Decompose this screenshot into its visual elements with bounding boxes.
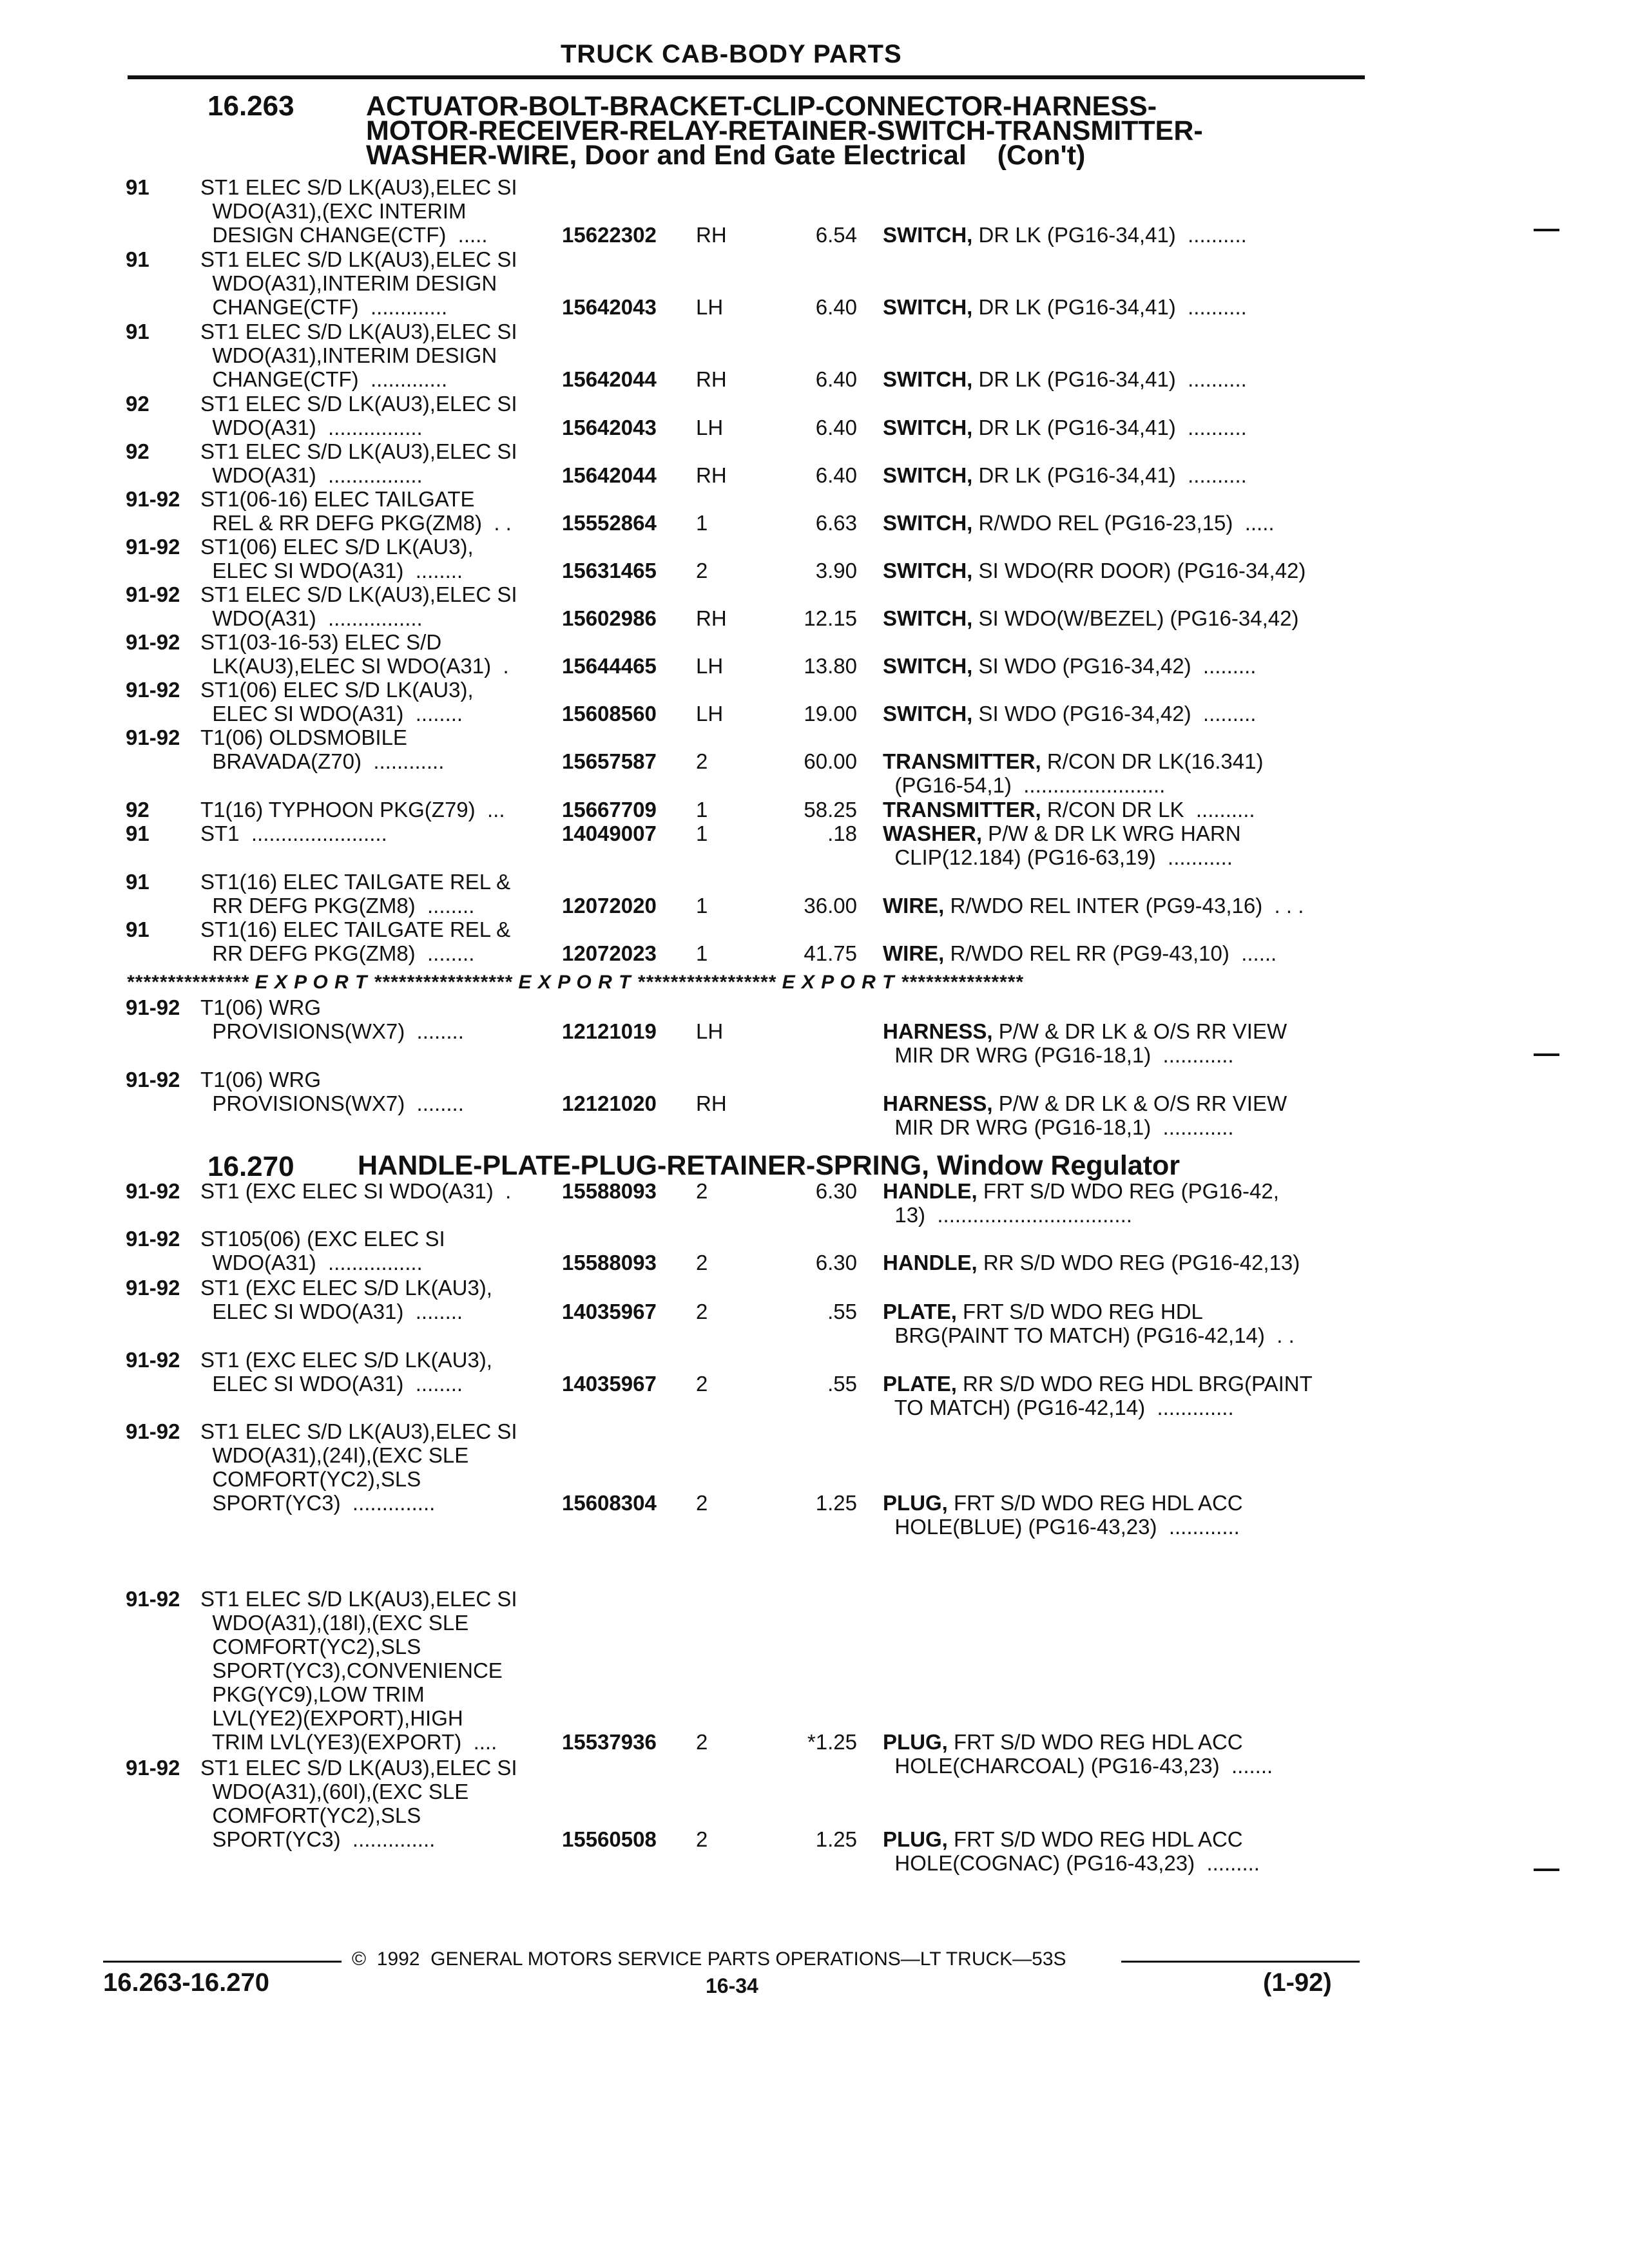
- usage-description: PKG(YC9),LOW TRIM: [200, 1682, 425, 1706]
- part-detail: HOLE(CHARCOAL) (PG16-43,23) .......: [883, 1754, 1273, 1778]
- price: 13.80: [804, 654, 857, 678]
- usage-description: DESIGN CHANGE(CTF) .....: [200, 223, 488, 247]
- quantity: 1: [696, 798, 708, 822]
- part-number: 15642043: [562, 295, 657, 319]
- part-detail: MIR DR WRG (PG16-18,1) ............: [883, 1043, 1234, 1067]
- quantity: 2: [696, 1179, 708, 1203]
- model-year: 91: [126, 870, 149, 894]
- quantity: 1: [696, 894, 708, 918]
- usage-description: WDO(A31),(EXC INTERIM: [200, 199, 467, 223]
- part-name: [883, 416, 1247, 439]
- part-number: 12072020: [562, 894, 657, 918]
- part-noun: SWITCH,: [883, 606, 973, 630]
- part-detail: 13) .................................: [883, 1203, 1132, 1227]
- model-year: 91-92: [126, 487, 180, 511]
- price: 1.25: [815, 1491, 857, 1515]
- part-name: [883, 1300, 1203, 1323]
- part-noun: SWITCH,: [883, 416, 973, 439]
- quantity: RH: [696, 463, 727, 487]
- part-noun: TRANSMITTER,: [883, 798, 1041, 822]
- model-year: 91-92: [126, 726, 180, 749]
- margin-mark: [1534, 1053, 1559, 1056]
- price: 1.25: [815, 1827, 857, 1851]
- footer-rule-right: [1121, 1961, 1360, 1963]
- part-number: 15602986: [562, 606, 657, 630]
- price: 3.90: [815, 559, 857, 582]
- usage-description: ST1(16) ELEC TAILGATE REL &: [200, 870, 511, 894]
- usage-description: SPORT(YC3) ..............: [200, 1827, 436, 1851]
- usage-description: ST1 ELEC S/D LK(AU3),ELEC SI: [200, 439, 517, 463]
- part-name: [883, 1372, 1313, 1396]
- footer-rule-left: [103, 1961, 342, 1963]
- model-year: 91-92: [126, 1756, 180, 1780]
- quantity: RH: [696, 367, 727, 391]
- part-detail: DR LK (PG16-34,41) ..........: [972, 223, 1247, 247]
- section-title-line: HANDLE-PLATE-PLUG-RETAINER-SPRING, Window Regulator: [358, 1150, 1181, 1181]
- part-detail: (PG16-54,1) ........................: [883, 773, 1166, 797]
- part-detail: P/W & DR LK & O/S RR VIEW: [992, 1019, 1287, 1043]
- part-detail: RR S/D WDO REG HDL BRG(PAINT: [956, 1372, 1313, 1396]
- section-number: 16.270: [207, 1151, 294, 1182]
- part-name: [883, 367, 1247, 391]
- usage-description: ST1(06-16) ELEC TAILGATE: [200, 487, 475, 511]
- usage-description: RR DEFG PKG(ZM8) ........: [200, 894, 475, 918]
- margin-mark: [1534, 229, 1559, 231]
- part-detail: DR LK (PG16-34,41) ..........: [972, 463, 1247, 487]
- price: .18: [827, 822, 857, 845]
- usage-description: ST1 (EXC ELEC S/D LK(AU3),: [200, 1276, 492, 1300]
- part-name: [883, 511, 1275, 535]
- part-name: [883, 223, 1247, 247]
- usage-description: LVL(YE2)(EXPORT),HIGH: [200, 1706, 463, 1730]
- part-noun: SWITCH,: [883, 223, 973, 247]
- model-year: 91: [126, 918, 149, 941]
- price: 6.54: [815, 223, 857, 247]
- part-detail: CLIP(12.184) (PG16-63,19) ...........: [883, 845, 1233, 869]
- part-number: 15642043: [562, 416, 657, 439]
- part-number: 15622302: [562, 223, 657, 247]
- part-detail: FRT S/D WDO REG HDL ACC: [947, 1827, 1243, 1851]
- usage-description: WDO(A31),INTERIM DESIGN: [200, 343, 497, 367]
- usage-description: ST105(06) (EXC ELEC SI: [200, 1227, 445, 1251]
- model-year: 91-92: [126, 630, 180, 654]
- part-noun: HANDLE,: [883, 1251, 978, 1274]
- part-detail: RR S/D WDO REG (PG16-42,13): [977, 1251, 1300, 1274]
- usage-description: ELEC SI WDO(A31) ........: [200, 1372, 463, 1396]
- part-name: [883, 1179, 1279, 1203]
- price: 12.15: [804, 606, 857, 630]
- usage-description: RR DEFG PKG(ZM8) ........: [200, 941, 475, 965]
- part-detail: P/W & DR LK & O/S RR VIEW: [992, 1091, 1287, 1115]
- usage-description: SPORT(YC3),CONVENIENCE: [200, 1658, 503, 1682]
- usage-description: COMFORT(YC2),SLS: [200, 1467, 421, 1491]
- model-year: 91-92: [126, 1419, 180, 1443]
- part-number: 15588093: [562, 1179, 657, 1203]
- part-noun: HARNESS,: [883, 1019, 993, 1043]
- part-number: 12072023: [562, 941, 657, 965]
- part-number: 14049007: [562, 822, 657, 845]
- part-number: 15657587: [562, 749, 657, 773]
- model-year: 92: [126, 798, 149, 822]
- usage-description: COMFORT(YC2),SLS: [200, 1803, 421, 1827]
- part-noun: PLATE,: [883, 1372, 957, 1396]
- price: 19.00: [804, 702, 857, 726]
- quantity: LH: [696, 295, 724, 319]
- page-header: TRUCK CAB-BODY PARTS: [561, 40, 902, 68]
- part-number: 15537936: [562, 1730, 657, 1754]
- quantity: 2: [696, 1730, 708, 1754]
- quantity: LH: [696, 1019, 724, 1043]
- part-detail: SI WDO(RR DOOR) (PG16-34,42): [972, 559, 1306, 582]
- part-detail: FRT S/D WDO REG HDL ACC: [947, 1730, 1243, 1754]
- price: 6.30: [815, 1251, 857, 1274]
- part-detail: BRG(PAINT TO MATCH) (PG16-42,14) . .: [883, 1323, 1295, 1347]
- footer-date: (1-92): [1263, 1968, 1332, 1997]
- part-detail: FRT S/D WDO REG HDL ACC: [947, 1491, 1243, 1515]
- price: 60.00: [804, 749, 857, 773]
- usage-description: TRIM LVL(YE3)(EXPORT) ....: [200, 1730, 497, 1754]
- part-number: 15644465: [562, 654, 657, 678]
- part-detail: HOLE(COGNAC) (PG16-43,23) .........: [883, 1851, 1260, 1875]
- usage-description: WDO(A31) ................: [200, 1251, 423, 1274]
- model-year: 91-92: [126, 1227, 180, 1251]
- usage-description: ST1 ELEC S/D LK(AU3),ELEC SI: [200, 1587, 517, 1611]
- usage-description: SPORT(YC3) ..............: [200, 1491, 436, 1515]
- model-year: 91-92: [126, 1348, 180, 1372]
- quantity: 2: [696, 559, 708, 582]
- part-noun: PLUG,: [883, 1491, 948, 1515]
- part-detail: TO MATCH) (PG16-42,14) .............: [883, 1396, 1234, 1419]
- part-number: 12121020: [562, 1091, 657, 1115]
- model-year: 91-92: [126, 1587, 180, 1611]
- usage-description: ELEC SI WDO(A31) ........: [200, 702, 463, 726]
- part-noun: SWITCH,: [883, 559, 973, 582]
- part-name: [883, 941, 1277, 965]
- part-name: [883, 559, 1306, 582]
- part-name: [883, 1091, 1287, 1115]
- part-name: [883, 295, 1247, 319]
- part-detail: R/CON DR LK ..........: [1041, 798, 1255, 822]
- usage-description: CHANGE(CTF) .............: [200, 295, 448, 319]
- usage-description: ST1 (EXC ELEC SI WDO(A31) .: [200, 1179, 512, 1203]
- page-number: 16-34: [706, 1974, 758, 1997]
- part-noun: PLATE,: [883, 1300, 957, 1323]
- quantity: LH: [696, 702, 724, 726]
- usage-description: ST1 ELEC S/D LK(AU3),ELEC SI: [200, 247, 517, 271]
- part-noun: SWITCH,: [883, 367, 973, 391]
- part-noun: SWITCH,: [883, 654, 973, 678]
- usage-description: WDO(A31) ................: [200, 606, 423, 630]
- quantity: 1: [696, 941, 708, 965]
- usage-description: ST1 ELEC S/D LK(AU3),ELEC SI: [200, 175, 517, 199]
- price: .55: [827, 1372, 857, 1396]
- margin-mark: [1534, 1869, 1559, 1871]
- quantity: 2: [696, 1251, 708, 1274]
- quantity: 2: [696, 1491, 708, 1515]
- price: 36.00: [804, 894, 857, 918]
- price: 58.25: [804, 798, 857, 822]
- usage-description: ST1(03-16-53) ELEC S/D: [200, 630, 442, 654]
- part-noun: SWITCH,: [883, 295, 973, 319]
- part-detail: P/W & DR LK WRG HARN: [982, 822, 1241, 845]
- part-number: 15560508: [562, 1827, 657, 1851]
- part-detail: DR LK (PG16-34,41) ..........: [972, 367, 1247, 391]
- price: 6.40: [815, 416, 857, 439]
- usage-description: WDO(A31),INTERIM DESIGN: [200, 271, 497, 295]
- part-number: 14035967: [562, 1300, 657, 1323]
- model-year: 91-92: [126, 535, 180, 559]
- part-detail: FRT S/D WDO REG (PG16-42,: [977, 1179, 1279, 1203]
- part-noun: SWITCH,: [883, 463, 973, 487]
- quantity: 2: [696, 749, 708, 773]
- part-number: 14035967: [562, 1372, 657, 1396]
- part-number: 15608560: [562, 702, 657, 726]
- part-detail: MIR DR WRG (PG16-18,1) ............: [883, 1115, 1234, 1139]
- part-detail: DR LK (PG16-34,41) ..........: [972, 416, 1247, 439]
- price: 6.40: [815, 463, 857, 487]
- price: 6.40: [815, 367, 857, 391]
- price: 41.75: [804, 941, 857, 965]
- part-noun: WASHER,: [883, 822, 983, 845]
- part-name: [883, 1491, 1243, 1515]
- section-title-line: WASHER-WIRE, Door and End Gate Electrical (Con't): [366, 140, 1086, 171]
- usage-description: WDO(A31),(18I),(EXC SLE: [200, 1611, 469, 1635]
- usage-description: REL & RR DEFG PKG(ZM8) . .: [200, 511, 512, 535]
- part-number: 15642044: [562, 463, 657, 487]
- part-noun: WIRE,: [883, 941, 945, 965]
- usage-description: ST1 ELEC S/D LK(AU3),ELEC SI: [200, 1756, 517, 1780]
- usage-description: LK(AU3),ELEC SI WDO(A31) .: [200, 654, 509, 678]
- price: .55: [827, 1300, 857, 1323]
- usage-description: CHANGE(CTF) .............: [200, 367, 448, 391]
- part-number: 15642044: [562, 367, 657, 391]
- model-year: 91-92: [126, 995, 180, 1019]
- usage-description: ST1(06) ELEC S/D LK(AU3),: [200, 678, 474, 702]
- footer-copyright: © 1992 GENERAL MOTORS SERVICE PARTS OPERATIONS—LT TRUCK—53S: [352, 1948, 1066, 1970]
- part-name: [883, 894, 1304, 918]
- usage-description: ST1 ELEC S/D LK(AU3),ELEC SI: [200, 1419, 517, 1443]
- model-year: 91-92: [126, 1068, 180, 1091]
- price: 6.30: [815, 1179, 857, 1203]
- part-noun: PLUG,: [883, 1730, 948, 1754]
- part-name: [883, 1730, 1243, 1754]
- quantity: RH: [696, 223, 727, 247]
- usage-description: WDO(A31) ................: [200, 463, 423, 487]
- footer-range: 16.263-16.270: [103, 1968, 270, 1997]
- model-year: 91-92: [126, 1179, 180, 1203]
- part-noun: HANDLE,: [883, 1179, 978, 1203]
- part-name: [883, 1251, 1300, 1274]
- quantity: 2: [696, 1372, 708, 1396]
- part-number: 15631465: [562, 559, 657, 582]
- part-name: [883, 822, 1241, 845]
- section-number: 16.263: [207, 90, 294, 122]
- usage-description: T1(16) TYPHOON PKG(Z79) ...: [200, 798, 505, 822]
- usage-description: ST1(16) ELEC TAILGATE REL &: [200, 918, 511, 941]
- model-year: 91: [126, 320, 149, 343]
- model-year: 91-92: [126, 678, 180, 702]
- model-year: 91: [126, 247, 149, 271]
- part-noun: PLUG,: [883, 1827, 948, 1851]
- part-name: [883, 702, 1256, 726]
- model-year: 92: [126, 392, 149, 416]
- usage-description: ST1(06) ELEC S/D LK(AU3),: [200, 535, 474, 559]
- price: 6.40: [815, 295, 857, 319]
- quantity: LH: [696, 654, 724, 678]
- section-title-line: MOTOR-RECEIVER-RELAY-RETAINER-SWITCH-TRANSMITTER-: [366, 115, 1203, 146]
- usage-description: ST1 ELEC S/D LK(AU3),ELEC SI: [200, 320, 517, 343]
- part-name: [883, 798, 1255, 822]
- part-name: [883, 749, 1263, 773]
- model-year: 91-92: [126, 582, 180, 606]
- part-number: 15667709: [562, 798, 657, 822]
- part-noun: HARNESS,: [883, 1091, 993, 1115]
- part-detail: R/WDO REL RR (PG9-43,10) ......: [944, 941, 1277, 965]
- part-name: [883, 606, 1298, 630]
- export-divider: *************** E X P O R T ***************** E X P O R T ***************** E X P O R T ***************: [126, 972, 1023, 993]
- part-detail: R/WDO REL (PG16-23,15) .....: [972, 511, 1275, 535]
- usage-description: PROVISIONS(WX7) ........: [200, 1019, 464, 1043]
- part-detail: SI WDO(W/BEZEL) (PG16-34,42): [972, 606, 1299, 630]
- part-number: 12121019: [562, 1019, 657, 1043]
- part-detail: R/WDO REL INTER (PG9-43,16) . . .: [944, 894, 1304, 918]
- usage-description: WDO(A31),(60I),(EXC SLE: [200, 1780, 469, 1803]
- part-name: [883, 1827, 1243, 1851]
- part-detail: DR LK (PG16-34,41) ..........: [972, 295, 1247, 319]
- part-number: 15608304: [562, 1491, 657, 1515]
- usage-description: ST1 ELEC S/D LK(AU3),ELEC SI: [200, 392, 517, 416]
- usage-description: T1(06) WRG: [200, 995, 322, 1019]
- model-year: 91: [126, 822, 149, 845]
- part-number: 15552864: [562, 511, 657, 535]
- part-name: [883, 463, 1247, 487]
- quantity: 1: [696, 822, 708, 845]
- quantity: 2: [696, 1827, 708, 1851]
- part-noun: WIRE,: [883, 894, 945, 918]
- model-year: 92: [126, 439, 149, 463]
- usage-description: ST1 ELEC S/D LK(AU3),ELEC SI: [200, 582, 517, 606]
- part-name: [883, 1019, 1287, 1043]
- section-title-line: ACTUATOR-BOLT-BRACKET-CLIP-CONNECTOR-HARNESS-: [366, 91, 1157, 122]
- usage-description: ELEC SI WDO(A31) ........: [200, 559, 463, 582]
- part-detail: SI WDO (PG16-34,42) .........: [972, 654, 1257, 678]
- quantity: 1: [696, 511, 708, 535]
- part-detail: R/CON DR LK(16.341): [1041, 749, 1264, 773]
- usage-description: T1(06) OLDSMOBILE: [200, 726, 407, 749]
- part-detail: HOLE(BLUE) (PG16-43,23) ............: [883, 1515, 1240, 1539]
- usage-description: ST1 .......................: [200, 822, 387, 845]
- quantity: RH: [696, 1091, 727, 1115]
- part-name: [883, 654, 1256, 678]
- usage-description: BRAVADA(Z70) ............: [200, 749, 445, 773]
- usage-description: T1(06) WRG: [200, 1068, 322, 1091]
- usage-description: WDO(A31) ................: [200, 416, 423, 439]
- model-year: 91-92: [126, 1276, 180, 1300]
- model-year: 91: [126, 175, 149, 199]
- usage-description: COMFORT(YC2),SLS: [200, 1635, 421, 1658]
- part-detail: SI WDO (PG16-34,42) .........: [972, 702, 1257, 726]
- price: *1.25: [807, 1730, 857, 1754]
- usage-description: WDO(A31),(24I),(EXC SLE: [200, 1443, 469, 1467]
- usage-description: ST1 (EXC ELEC S/D LK(AU3),: [200, 1348, 492, 1372]
- quantity: RH: [696, 606, 727, 630]
- quantity: LH: [696, 416, 724, 439]
- usage-description: PROVISIONS(WX7) ........: [200, 1091, 464, 1115]
- part-detail: FRT S/D WDO REG HDL: [956, 1300, 1203, 1323]
- part-noun: SWITCH,: [883, 702, 973, 726]
- price: 6.63: [815, 511, 857, 535]
- part-number: 15588093: [562, 1251, 657, 1274]
- part-noun: TRANSMITTER,: [883, 749, 1041, 773]
- usage-description: ELEC SI WDO(A31) ........: [200, 1300, 463, 1323]
- header-rule: [128, 75, 1365, 79]
- quantity: 2: [696, 1300, 708, 1323]
- part-noun: SWITCH,: [883, 511, 973, 535]
